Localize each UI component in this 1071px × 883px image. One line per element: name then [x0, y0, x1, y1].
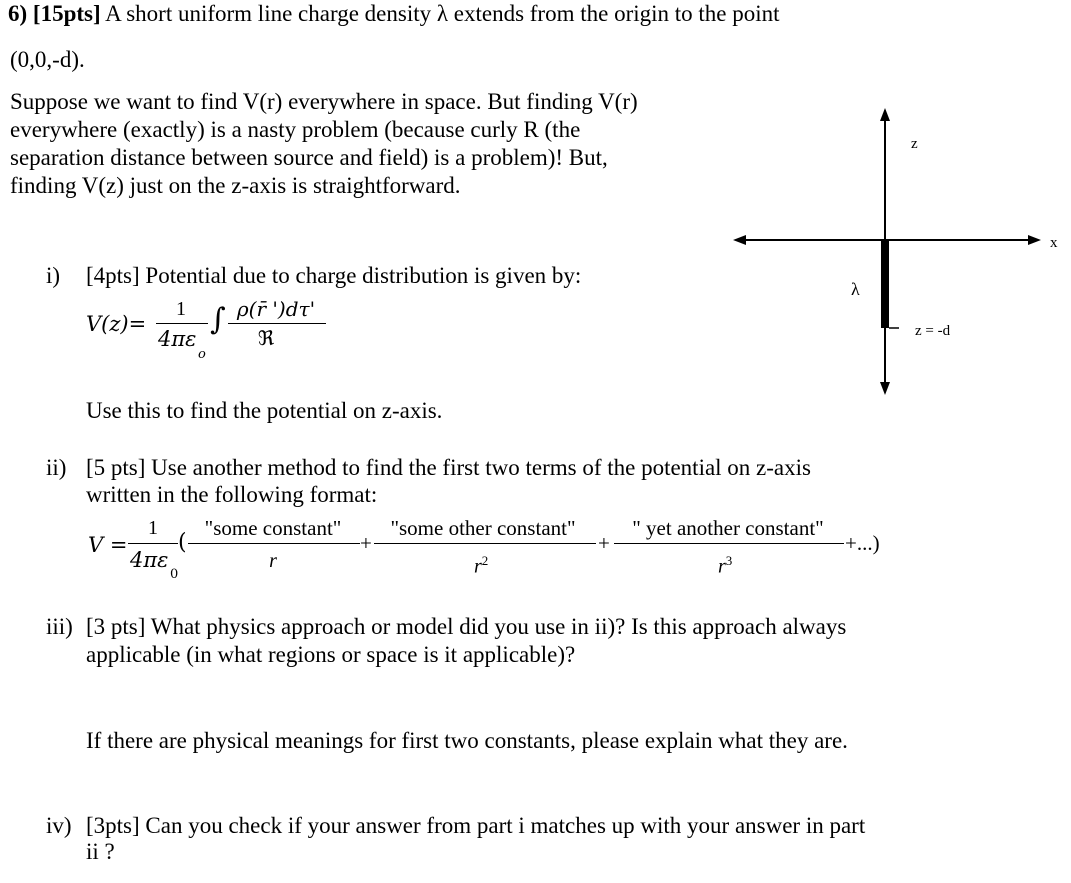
z-minus-d-label: z = -d — [915, 323, 951, 339]
part-ii-line2: written in the following format: — [86, 482, 378, 507]
lambda-label: λ — [851, 279, 860, 299]
part-ii-eq-fracline — [128, 543, 178, 544]
intro-line-3: separation distance between source and field) is a problem)! But, — [10, 145, 608, 170]
part-ii-number: ii) — [46, 455, 67, 480]
part-ii-plus-2: + — [598, 531, 610, 555]
part-ii-term2-exponent: 2 — [481, 553, 489, 568]
line-charge-bar — [881, 240, 889, 328]
z-axis-up-arrow — [880, 108, 890, 121]
part-ii-line1: [5 pts] Use another method to find the first two terms of the potential on z-axis — [86, 455, 811, 480]
x-axis-right-arrow — [1028, 235, 1041, 245]
part-iv-line2: ii ? — [86, 839, 115, 864]
part-i-integrand-denominator: ℜ — [257, 326, 275, 350]
part-i-integrand-fracline — [228, 323, 326, 324]
intro-line-4: finding V(z) just on the z-axis is straightforward. — [10, 173, 461, 198]
z-axis-down-arrow — [880, 382, 890, 395]
part-ii-term3-fracline — [614, 543, 844, 544]
problem-title-line2: (0,0,-d). — [10, 47, 85, 72]
part-iii-followup: If there are physical meanings for first two constants, please explain what they are. — [86, 728, 848, 753]
part-i-eq-fracline — [156, 323, 208, 324]
part-ii-term3-exponent: 3 — [725, 553, 733, 568]
part-ii-eq-numerator: 1 — [148, 517, 158, 539]
x-axis-left-arrow — [733, 235, 746, 245]
part-ii-term2-fracline — [374, 543, 596, 544]
part-iii-line2: applicable (in what regions or space is it applicable)? — [86, 642, 576, 667]
part-i-eq-numerator: 1 — [176, 298, 186, 320]
part-iii-number: iii) — [46, 614, 73, 639]
part-i-eq-denominator: 4πε — [158, 327, 197, 351]
part-i-integrand-numerator: ρ(r̄ ')dτ' — [236, 297, 316, 321]
intro-line-1: Suppose we want to find V(r) everywhere in space. But finding V(r) — [10, 89, 638, 114]
part-i-text: [4pts] Potential due to charge distribution is given by: — [86, 263, 582, 288]
part-i-eq-subscript: o — [198, 347, 206, 362]
x-axis-label: x — [1050, 235, 1058, 251]
part-ii-tail: +...) — [845, 531, 880, 555]
problem-title — [8, 0, 780, 28]
part-ii-term2-denominator — [474, 549, 488, 579]
part-ii-term2-numerator: "some other constant" — [390, 516, 576, 540]
part-iv-number: iv) — [46, 813, 72, 838]
part-ii-term3-numerator: " yet another constant" — [632, 516, 824, 540]
part-ii-eq-subscript: 0 — [170, 567, 179, 582]
part-iii-line1: [3 pts] What physics approach or model did you use in ii)? Is this approach always — [86, 614, 847, 639]
part-ii-term3-r: r — [718, 555, 726, 578]
part-i-eq-lhs: V(z)= — [86, 312, 147, 336]
problem-title-text: A short uniform line charge density λ extends from the origin to the point — [100, 1, 780, 26]
part-ii-plus-1: + — [360, 531, 372, 555]
part-i-integral-sign: ∫ — [210, 302, 226, 337]
z-axis-label: z — [911, 136, 918, 152]
intro-line-2: everywhere (exactly) is a nasty problem (because curly R (the — [10, 117, 581, 142]
part-ii-term2-r: r — [474, 555, 482, 578]
intro-paragraph — [10, 88, 710, 200]
problem-number: 6) [15pts] — [8, 1, 101, 26]
part-ii-open-paren: ( — [178, 530, 187, 555]
part-ii-term3-denominator — [718, 549, 732, 579]
axes-diagram — [725, 100, 1065, 400]
part-i-followup: Use this to find the potential on z-axis. — [86, 398, 443, 423]
part-iv-line1: [3pts] Can you check if your answer from part i matches up with your answer in part — [86, 813, 866, 838]
part-ii-term1-numerator: "some constant" — [204, 516, 342, 540]
part-ii-eq-lhs: V = — [88, 533, 128, 557]
part-ii-eq-denominator: 4πε — [130, 548, 169, 572]
part-ii-term1-denominator: r — [269, 550, 277, 572]
part-ii-term1-fracline — [188, 543, 360, 544]
part-i-number: i) — [46, 263, 61, 288]
